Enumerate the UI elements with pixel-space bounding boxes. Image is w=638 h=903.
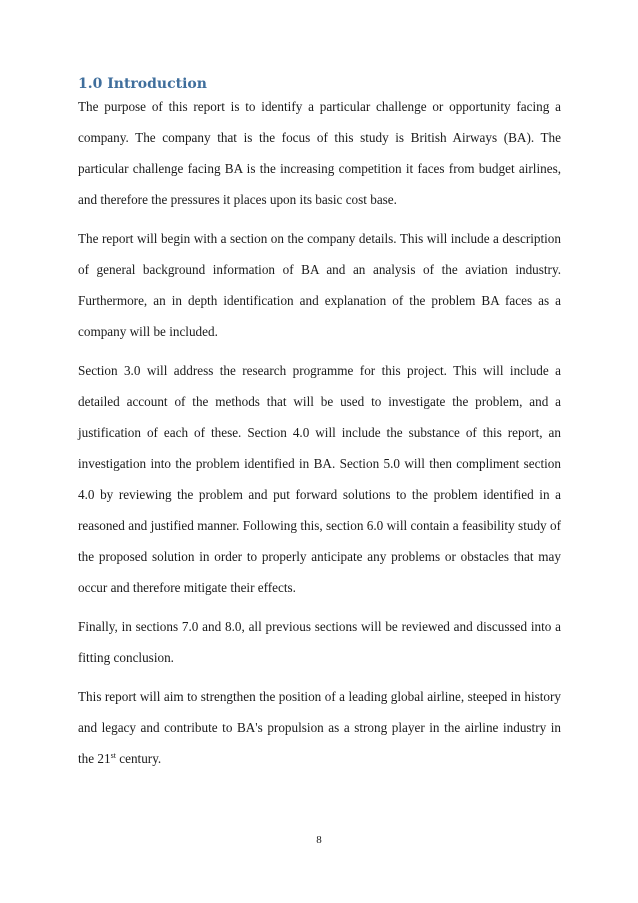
paragraph-aim-end: century. xyxy=(115,751,162,766)
ordinal-suffix: st xyxy=(110,751,116,760)
page-number: 8 xyxy=(316,834,322,846)
paragraph-aim-text: This report will aim to strengthen the position of a leading global airline, steeped in history and legacy and contribute to BA's propulsion as a strong player in the airline industry in the 21 xyxy=(78,689,561,766)
paragraph-purpose: The purpose of this report is to identify a particular challenge or opportunity facing a company. The company that is the focus of this study is British Airways (BA). The particular challenge facing BA is the increasing competition it faces from budget airlines, and therefore the pressures it places upon its basic cost base. xyxy=(78,99,561,207)
section-heading: 1.0 Introduction xyxy=(78,76,207,92)
paragraph-conclusion-sections: Finally, in sections 7.0 and 8.0, all previous sections will be reviewed and discussed into a fitting conclusion. xyxy=(78,619,561,665)
paragraph-report-outline: The report will begin with a section on the company details. This will include a description of general background information of BA and an analysis of the aviation industry. Furthermore, an in depth identification and explanation of the problem BA faces as a company will be included. xyxy=(78,231,561,339)
paragraph-aim xyxy=(78,681,561,774)
paragraph-sections-overview: Section 3.0 will address the research programme for this project. This will include a detailed account of the methods that will be used to investigate the problem, and a justification of each of these. Section 4.0 will include the substance of this report, an investigation into the problem identified in BA. Section 5.0 will then compliment section 4.0 by reviewing the problem and put forward solutions to the problem identified in a reasoned and justified manner. Following this, section 6.0 will contain a feasibility study of the proposed solution in order to properly anticipate any problems or obstacles that may occur and therefore mitigate their effects. xyxy=(78,363,561,595)
page-content xyxy=(78,74,561,782)
